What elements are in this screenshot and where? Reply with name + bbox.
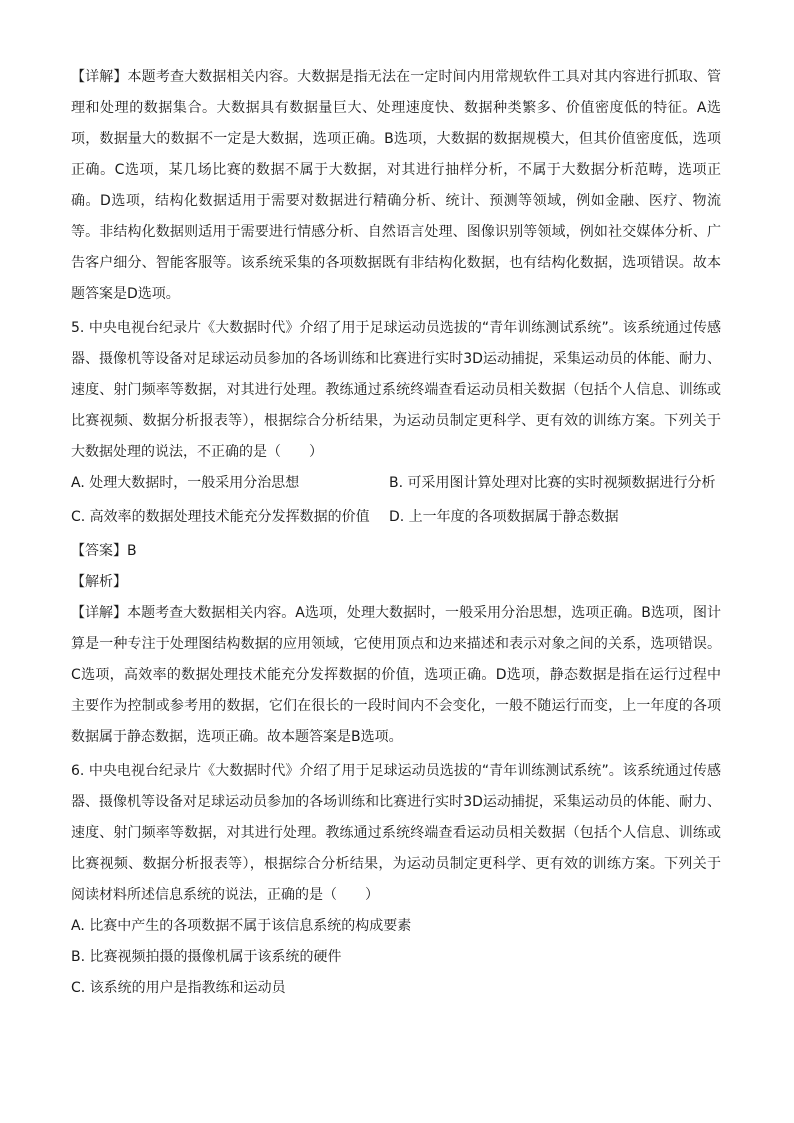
q5-stem: 5. 中央电视台纪录片《大数据时代》介绍了用于足球运动员选拔的“青年训练测试系统”。该系统通过传感器、摄像机等设备对足球运动员参加的各场训练和比赛进行实时3D运动捕捉，采集运动员的体能、耐力、速度、射门频率等数据，对其进行处理。教练通过系统终端查看运动员相关数据（包括个人信息、训练或比赛视频、数据分析报表等），根据综合分析结果，为运动员制定更科学、更有效的训练方案。下列关于大数据处理的说法，不正确的是（ ） — [71, 320, 721, 460]
q5-option-d: D. 上一年度的各项数据属于静态数据 — [389, 509, 619, 525]
q4-detail-paragraph — [71, 62, 721, 310]
detail-tag: 【详解】 — [71, 605, 128, 621]
q5-option-a: A. 处理大数据时，一般采用分治思想 — [71, 475, 300, 491]
document-page — [71, 62, 721, 1004]
q6-option-c: C. 该系统的用户是指教练和运动员 — [71, 980, 286, 996]
q5-analysis-heading: 【解析】 — [71, 574, 127, 590]
q5-options-row-1 — [71, 468, 721, 499]
q5-answer — [71, 536, 721, 567]
q5-options-row-2 — [71, 502, 721, 533]
q6-option-b: B. 比赛视频拍摄的摄像机属于该系统的硬件 — [71, 949, 342, 965]
detail-text: 本题考查大数据相关内容。A选项，处理大数据时，一般采用分治思想，选项正确。B选项，图计算是一种专注于处理图结构数据的应用领域，它使用顶点和边来描述和表示对象之间的关系，选项错误。C选项，高效率的数据处理技术能充分发挥数据的价值，选项正确。D选项，静态数据是指在运行过程中主要作为控制或参考用的数据，它们在很长的一段时间内不会变化，一般不随运行而变，上一年度的各项数据属于静态数据，选项正确。故本题答案是B选项。 — [71, 605, 721, 745]
q6-option-a: A. 比赛中产生的各项数据不属于该信息系统的构成要素 — [71, 918, 412, 934]
q5-option-b: B. 可采用图计算处理对比赛的实时视频数据进行分析 — [389, 475, 716, 491]
detail-tag: 【详解】 — [71, 69, 128, 85]
q5-option-c: C. 高效率的数据处理技术能充分发挥数据的价值 — [71, 509, 370, 525]
answer-tag: 【答案】 — [71, 543, 127, 559]
answer-value: B — [127, 543, 137, 559]
q5-detail-paragraph — [71, 598, 721, 753]
detail-text: 本题考查大数据相关内容。大数据是指无法在一定时间内用常规软件工具对其内容进行抓取、管理和处理的数据集合。大数据具有数据量巨大、处理速度快、数据种类繁多、价值密度低的特征。A选项，数据量大的数据不一定是大数据，选项正确。B选项，大数据的数据规模大，但其价值密度低，选项正确。C选项，某几场比赛的数据不属于大数据，对其进行抽样分析，不属于大数据分析范畴，选项正确。D选项，结构化数据适用于需要对数据进行精确分析、统计、预测等领域，例如金融、医疗、物流等。非结构化数据则适用于需要进行情感分析、自然语言处理、图像识别等领域，例如社交媒体分析、广告客户细分、智能客服等。该系统采集的各项数据既有非结构化数据，也有结构化数据，选项错误。故本题答案是D选项。 — [71, 69, 722, 302]
q6-stem: 6. 中央电视台纪录片《大数据时代》介绍了用于足球运动员选拔的“青年训练测试系统”。该系统通过传感器、摄像机等设备对足球运动员参加的各场训练和比赛进行实时3D运动捕捉，采集运动员的体能、耐力、速度、射门频率等数据，对其进行处理。教练通过系统终端查看运动员相关数据（包括个人信息、训练或比赛视频、数据分析报表等），根据综合分析结果，为运动员制定更科学、更有效的训练方案。下列关于阅读材料所述信息系统的说法，正确的是（ ） — [71, 763, 721, 903]
